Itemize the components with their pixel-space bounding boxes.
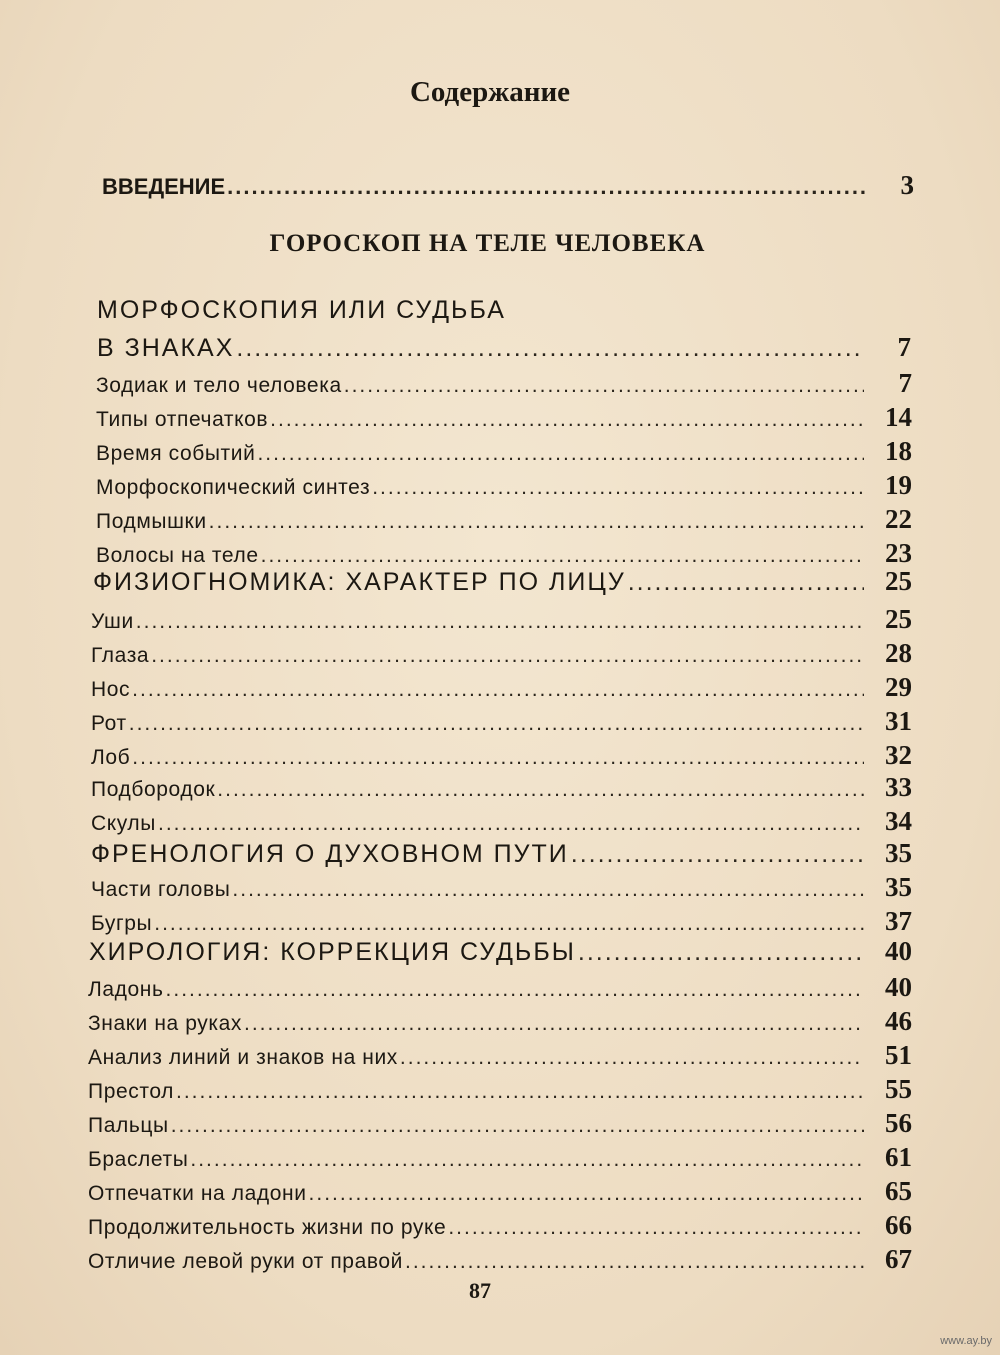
toc-chapter [89, 936, 912, 967]
toc-label: Пальцы [88, 1114, 169, 1137]
dot-leader [257, 442, 864, 466]
toc-entry [96, 504, 912, 535]
toc-entry [88, 1244, 912, 1275]
toc-label: Подмышки [96, 510, 207, 533]
toc-entry [96, 368, 912, 399]
toc-entry [96, 538, 912, 569]
section-title: ГОРОСКОП НА ТЕЛЕ ЧЕЛОВЕКА [269, 230, 706, 257]
toc-label: Лоб [91, 746, 131, 769]
toc-page-number: 40 [885, 972, 912, 1002]
toc-entry [91, 806, 912, 837]
dot-leader [217, 778, 864, 802]
dot-leader [309, 1182, 864, 1206]
toc-page-number: 46 [885, 1006, 912, 1036]
dot-leader [448, 1216, 864, 1240]
toc-label: ФРЕНОЛОГИЯ О ДУХОВНОМ ПУТИ [91, 840, 569, 868]
toc-entry [96, 470, 912, 501]
dot-leader [209, 510, 864, 534]
toc-label: Рот [91, 712, 127, 735]
dot-leader [136, 610, 864, 634]
dot-leader [372, 476, 864, 500]
toc-entry [88, 1108, 912, 1139]
toc-label: ФИЗИОГНОМИКА: ХАРАКТЕР ПО ЛИЦУ [93, 568, 626, 596]
toc-page-number: 35 [885, 838, 912, 868]
dot-leader [166, 978, 864, 1002]
toc-entry [91, 706, 912, 737]
toc-page-number: 22 [885, 504, 912, 534]
page-number: 87 [469, 1278, 491, 1303]
toc-page-number: 19 [885, 470, 912, 500]
toc-label: Время событий [96, 442, 256, 465]
toc-entry [91, 740, 912, 771]
dot-leader [628, 568, 864, 597]
dot-leader [176, 1080, 864, 1104]
toc-page-number: 51 [885, 1040, 912, 1070]
toc-chapter [91, 838, 912, 869]
dot-leader [261, 544, 864, 568]
toc-label: Типы отпечатков [96, 408, 269, 431]
toc-page-number: 40 [885, 936, 912, 966]
toc-label: Бугры [91, 912, 153, 935]
toc-entry [96, 436, 912, 467]
dot-leader [132, 746, 864, 770]
dot-leader [154, 912, 864, 936]
dot-leader [129, 712, 864, 736]
toc-page-number: 7 [898, 368, 912, 398]
dot-leader [578, 938, 864, 967]
toc-page-number: 66 [885, 1210, 912, 1240]
dot-leader [190, 1148, 864, 1172]
toc-page-number: 25 [885, 604, 912, 634]
toc-entry [88, 1210, 912, 1241]
page-title: Содержание [409, 76, 571, 108]
toc-page-number: 7 [897, 332, 911, 362]
toc-label: Уши [91, 610, 134, 633]
toc-label: Знаки на руках [88, 1012, 242, 1035]
toc-label: Части головы [91, 878, 231, 901]
toc-label: Престол [88, 1080, 175, 1103]
dot-leader [151, 644, 864, 668]
toc-entry [91, 672, 912, 703]
toc-page-number: 67 [885, 1244, 912, 1274]
toc-entry [96, 402, 912, 433]
dot-leader [571, 840, 864, 869]
toc-label: Скулы [91, 812, 156, 835]
toc-page-number: 55 [885, 1074, 912, 1104]
toc-label: Глаза [91, 644, 150, 667]
toc-page-number: 31 [885, 706, 912, 736]
toc-label: Отличие левой руки от правой [88, 1250, 403, 1273]
toc-label: Продолжительность жизни по руке [88, 1216, 447, 1239]
toc-page-number: 33 [885, 772, 912, 802]
toc-chapter [93, 566, 912, 597]
toc-page-number: 56 [885, 1108, 912, 1138]
toc-page-number: 25 [885, 566, 912, 596]
toc-label: Зодиак и тело человека [96, 374, 342, 397]
dot-leader [270, 408, 864, 432]
toc-entry [91, 604, 912, 635]
toc-page-number: 32 [885, 740, 912, 770]
toc-page-number: 28 [885, 638, 912, 668]
toc-label: Волосы на теле [96, 544, 259, 567]
dot-leader [227, 174, 866, 200]
toc-introduction [102, 170, 914, 201]
toc-entry [88, 1040, 912, 1071]
dot-leader [400, 1046, 864, 1070]
toc-page-number: 3 [900, 170, 914, 200]
toc-entry [88, 1176, 912, 1207]
chapter-title-line: МОРФОСКОПИЯ ИЛИ СУДЬБА [97, 296, 506, 324]
toc-label: Ладонь [88, 978, 164, 1001]
toc-entry [91, 872, 912, 903]
toc-page-number: 61 [885, 1142, 912, 1172]
dot-leader [132, 678, 864, 702]
toc-page-number: 34 [885, 806, 912, 836]
toc-page-number: 35 [885, 872, 912, 902]
dot-leader [405, 1250, 864, 1274]
toc-entry [88, 1074, 912, 1105]
toc-label: Браслеты [88, 1148, 189, 1171]
toc-page-number: 65 [885, 1176, 912, 1206]
toc-entry [91, 772, 912, 803]
dot-leader [344, 374, 864, 398]
toc-label: ХИРОЛОГИЯ: КОРРЕКЦИЯ СУДЬБЫ [89, 938, 576, 966]
dot-leader [236, 334, 863, 363]
toc-label: Нос [91, 678, 131, 701]
toc-entry [88, 1142, 912, 1173]
toc-label: Морфоскопический синтез [96, 476, 371, 499]
toc-page-number: 29 [885, 672, 912, 702]
dot-leader [244, 1012, 864, 1036]
toc-page-number: 18 [885, 436, 912, 466]
toc-page-number: 37 [885, 906, 912, 936]
toc-label: В ЗНАКАХ [97, 334, 235, 362]
dot-leader [232, 878, 864, 902]
toc-label: ВВЕДЕНИЕ [102, 174, 226, 199]
toc-entry [88, 972, 912, 1003]
toc-entry [91, 638, 912, 669]
toc-label: Анализ линий и знаков на них [88, 1046, 398, 1069]
toc-page-number: 14 [885, 402, 912, 432]
toc-entry [91, 906, 912, 937]
toc-entry [88, 1006, 912, 1037]
toc-label: Отпечатки на ладони [88, 1182, 307, 1205]
dot-leader [171, 1114, 864, 1138]
toc-page-number: 23 [885, 538, 912, 568]
watermark: www.ay.by [940, 1335, 992, 1347]
dot-leader [158, 812, 864, 836]
toc-chapter [97, 332, 911, 363]
toc-label: Подбородок [91, 778, 216, 801]
